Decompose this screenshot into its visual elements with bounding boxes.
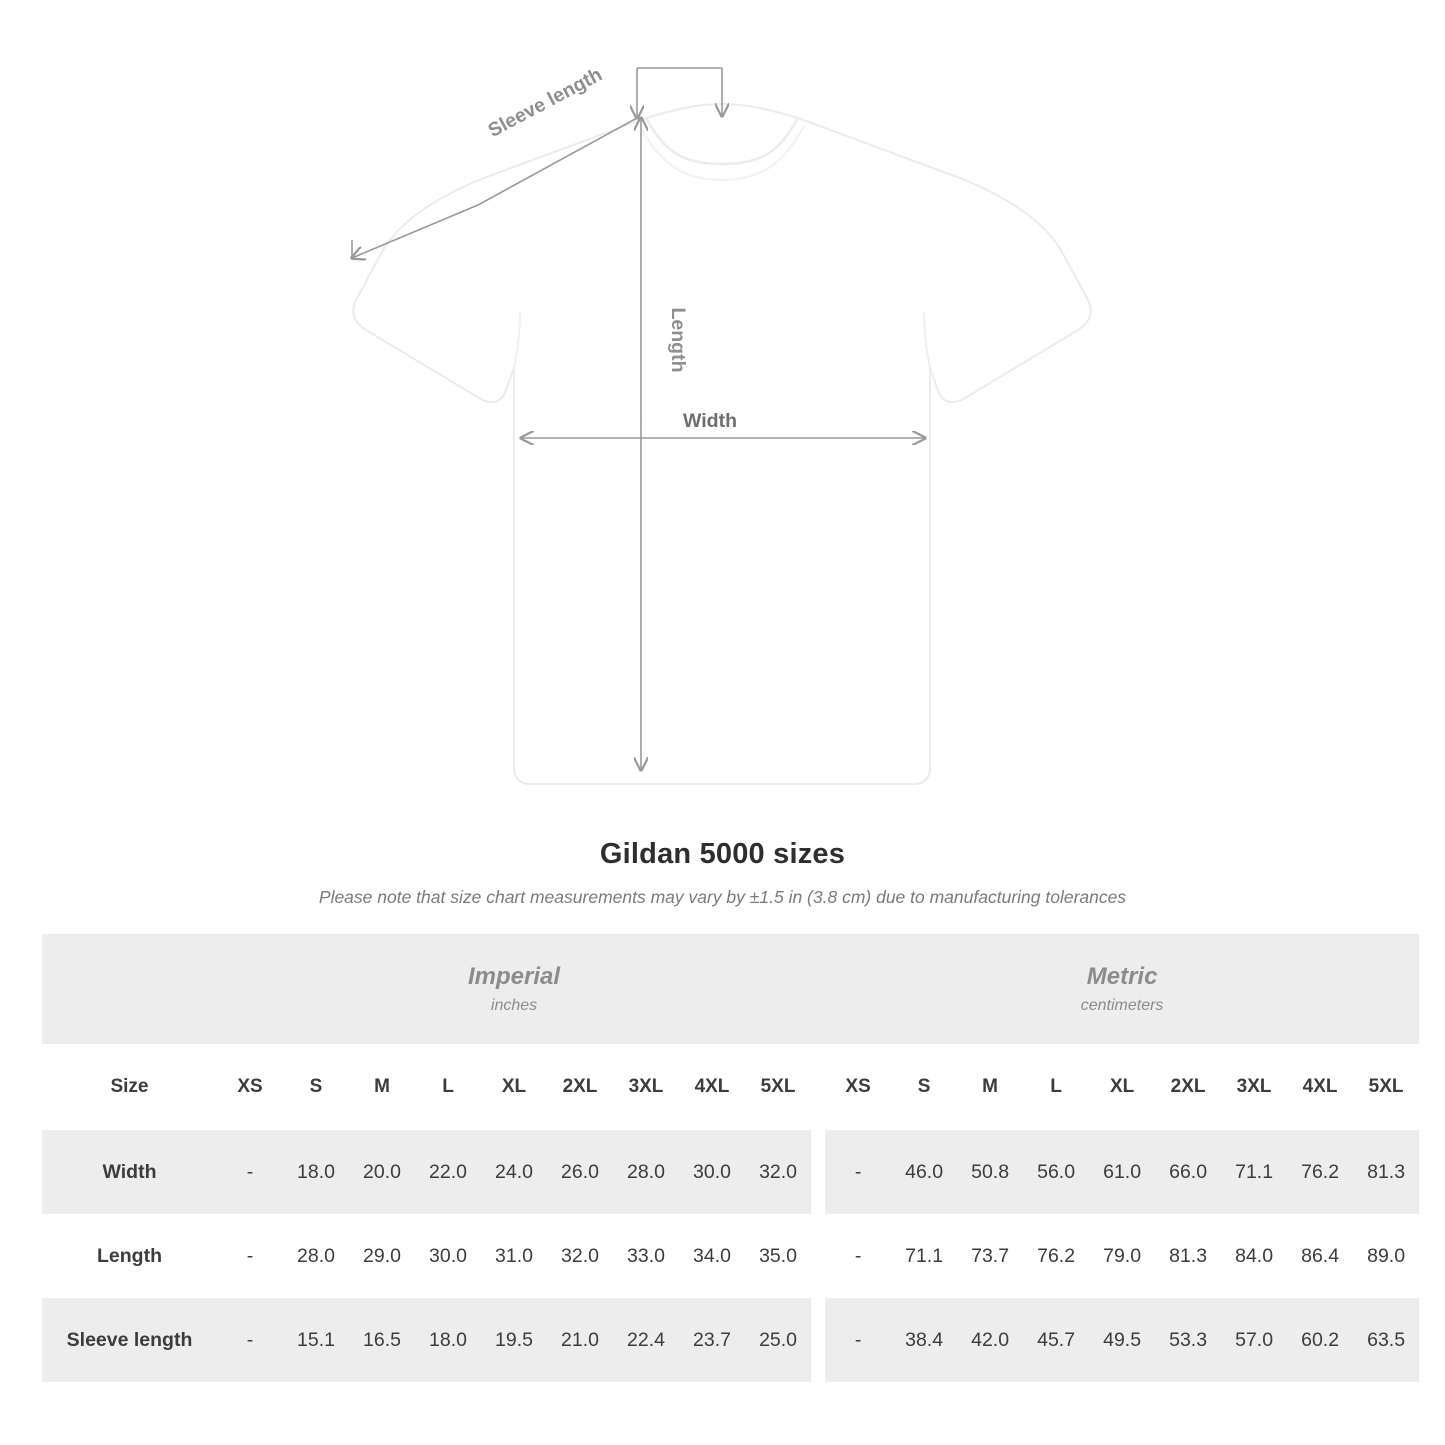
cell-sleeve-imperial-5xl: 25.0 bbox=[745, 1298, 811, 1382]
cell-sleeve-imperial-3xl: 22.4 bbox=[613, 1298, 679, 1382]
tolerance-note: Please note that size chart measurements may vary by ±1.5 in (3.8 cm) due to manufacturing tolerances bbox=[318, 887, 1127, 907]
cell-width-imperial-2xl: 26.0 bbox=[547, 1130, 613, 1214]
cell-length-imperial-s: 28.0 bbox=[283, 1214, 349, 1298]
cell-sleeve-metric-s: 38.4 bbox=[891, 1298, 957, 1382]
cell-width-metric-s: 46.0 bbox=[891, 1130, 957, 1214]
cell-length-metric-3xl: 84.0 bbox=[1221, 1214, 1287, 1298]
unit-header-spacer bbox=[42, 934, 217, 1044]
unit-name-metric: Metric bbox=[1086, 963, 1158, 990]
cell-width-imperial-5xl: 32.0 bbox=[745, 1130, 811, 1214]
title-block bbox=[0, 838, 1445, 908]
size-col-imperial-xl: XL bbox=[481, 1044, 547, 1130]
size-col-imperial-s: S bbox=[283, 1044, 349, 1130]
cell-width-metric-4xl: 76.2 bbox=[1287, 1130, 1353, 1214]
cell-width-metric-3xl: 71.1 bbox=[1221, 1130, 1287, 1214]
cell-length-imperial-2xl: 32.0 bbox=[547, 1214, 613, 1298]
cell-length-metric-5xl: 89.0 bbox=[1353, 1214, 1419, 1298]
column-gap bbox=[811, 1298, 825, 1382]
cell-width-imperial-xl: 24.0 bbox=[481, 1130, 547, 1214]
cell-width-metric-5xl: 81.3 bbox=[1353, 1130, 1419, 1214]
cell-length-metric-2xl: 81.3 bbox=[1155, 1214, 1221, 1298]
cell-sleeve-metric-l: 45.7 bbox=[1023, 1298, 1089, 1382]
column-gap bbox=[811, 1214, 825, 1298]
cell-sleeve-metric-m: 42.0 bbox=[957, 1298, 1023, 1382]
size-col-metric-xs: XS bbox=[825, 1044, 891, 1130]
cell-width-imperial-l: 22.0 bbox=[415, 1130, 481, 1214]
cell-length-imperial-xl: 31.0 bbox=[481, 1214, 547, 1298]
size-col-imperial-m: M bbox=[349, 1044, 415, 1130]
column-gap bbox=[811, 1044, 825, 1130]
cell-width-metric-2xl: 66.0 bbox=[1155, 1130, 1221, 1214]
size-col-metric-3xl: 3XL bbox=[1221, 1044, 1287, 1130]
size-table-wrap bbox=[42, 934, 1406, 1382]
size-col-metric-s: S bbox=[891, 1044, 957, 1130]
unit-header-gap bbox=[811, 934, 825, 1044]
size-table bbox=[42, 934, 1419, 1382]
cell-length-imperial-5xl: 35.0 bbox=[745, 1214, 811, 1298]
cell-length-metric-4xl: 86.4 bbox=[1287, 1214, 1353, 1298]
cell-sleeve-metric-4xl: 60.2 bbox=[1287, 1298, 1353, 1382]
cell-length-metric-m: 73.7 bbox=[957, 1214, 1023, 1298]
cell-length-metric-xs: - bbox=[825, 1214, 891, 1298]
cell-length-metric-s: 71.1 bbox=[891, 1214, 957, 1298]
size-col-metric-l: L bbox=[1023, 1044, 1089, 1130]
size-col-metric-4xl: 4XL bbox=[1287, 1044, 1353, 1130]
cell-width-metric-xl: 61.0 bbox=[1089, 1130, 1155, 1214]
unit-header-metric bbox=[825, 934, 1419, 1044]
length-label: Length bbox=[667, 307, 689, 373]
size-col-metric-5xl: 5XL bbox=[1353, 1044, 1419, 1130]
row-label-width: Width bbox=[42, 1130, 217, 1214]
size-label-cell: Size bbox=[42, 1044, 217, 1130]
unit-header-imperial bbox=[217, 934, 811, 1044]
size-col-imperial-3xl: 3XL bbox=[613, 1044, 679, 1130]
cell-length-imperial-l: 30.0 bbox=[415, 1214, 481, 1298]
table-row bbox=[42, 1214, 1419, 1298]
tshirt-shape bbox=[353, 104, 1091, 784]
table-row bbox=[42, 1298, 1419, 1382]
width-label: Width bbox=[683, 410, 737, 432]
size-col-imperial-2xl: 2XL bbox=[547, 1044, 613, 1130]
cell-width-imperial-s: 18.0 bbox=[283, 1130, 349, 1214]
cell-length-metric-l: 76.2 bbox=[1023, 1214, 1089, 1298]
cell-length-imperial-4xl: 34.0 bbox=[679, 1214, 745, 1298]
size-header-row bbox=[42, 1044, 1419, 1130]
size-col-imperial-4xl: 4XL bbox=[679, 1044, 745, 1130]
table-row bbox=[42, 1130, 1419, 1214]
cell-sleeve-imperial-2xl: 21.0 bbox=[547, 1298, 613, 1382]
cell-sleeve-imperial-xl: 19.5 bbox=[481, 1298, 547, 1382]
unit-header-row bbox=[42, 934, 1419, 1044]
cell-sleeve-metric-2xl: 53.3 bbox=[1155, 1298, 1221, 1382]
cell-width-metric-l: 56.0 bbox=[1023, 1130, 1089, 1214]
row-label-length: Length bbox=[42, 1214, 217, 1298]
column-gap bbox=[811, 1130, 825, 1214]
cell-width-imperial-m: 20.0 bbox=[349, 1130, 415, 1214]
unit-sub-imperial: inches bbox=[490, 997, 538, 1014]
size-col-imperial-xs: XS bbox=[217, 1044, 283, 1130]
cell-length-imperial-3xl: 33.0 bbox=[613, 1214, 679, 1298]
cell-sleeve-metric-5xl: 63.5 bbox=[1353, 1298, 1419, 1382]
cell-sleeve-imperial-xs: - bbox=[217, 1298, 283, 1382]
row-label-sleeve-length: Sleeve length bbox=[42, 1298, 217, 1382]
size-col-metric-m: M bbox=[957, 1044, 1023, 1130]
unit-sub-metric: centimeters bbox=[1080, 997, 1164, 1014]
cell-sleeve-imperial-4xl: 23.7 bbox=[679, 1298, 745, 1382]
cell-sleeve-metric-3xl: 57.0 bbox=[1221, 1298, 1287, 1382]
cell-sleeve-imperial-l: 18.0 bbox=[415, 1298, 481, 1382]
cell-sleeve-imperial-s: 15.1 bbox=[283, 1298, 349, 1382]
cell-length-imperial-xs: - bbox=[217, 1214, 283, 1298]
unit-name-imperial: Imperial bbox=[468, 963, 561, 990]
size-col-imperial-l: L bbox=[415, 1044, 481, 1130]
cell-length-metric-xl: 79.0 bbox=[1089, 1214, 1155, 1298]
cell-sleeve-metric-xs: - bbox=[825, 1298, 891, 1382]
cell-sleeve-metric-xl: 49.5 bbox=[1089, 1298, 1155, 1382]
size-col-metric-2xl: 2XL bbox=[1155, 1044, 1221, 1130]
cell-width-metric-m: 50.8 bbox=[957, 1130, 1023, 1214]
cell-width-metric-xs: - bbox=[825, 1130, 891, 1214]
cell-width-imperial-4xl: 30.0 bbox=[679, 1130, 745, 1214]
cell-width-imperial-xs: - bbox=[217, 1130, 283, 1214]
size-col-imperial-5xl: 5XL bbox=[745, 1044, 811, 1130]
page-title: Gildan 5000 sizes bbox=[599, 838, 846, 870]
sleeve-length-label: Sleeve length bbox=[484, 63, 606, 142]
size-col-metric-xl: XL bbox=[1089, 1044, 1155, 1130]
cell-sleeve-imperial-m: 16.5 bbox=[349, 1298, 415, 1382]
cell-length-imperial-m: 29.0 bbox=[349, 1214, 415, 1298]
cell-width-imperial-3xl: 28.0 bbox=[613, 1130, 679, 1214]
